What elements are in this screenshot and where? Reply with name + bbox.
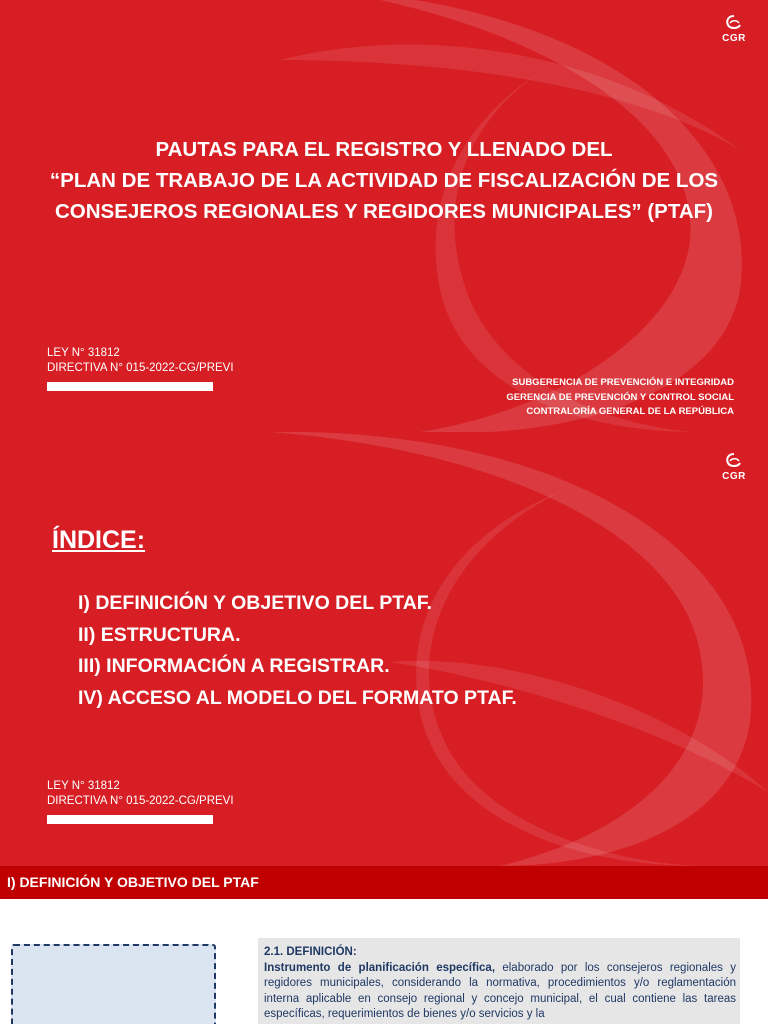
- index-item: II) ESTRUCTURA.: [78, 623, 241, 646]
- law-number: LEY N° 31812: [47, 347, 120, 359]
- directive-number: DIRECTIVA N° 015-2022-CG/PREVI: [47, 795, 234, 807]
- index-item: I) DEFINICIÓN Y OBJETIVO DEL PTAF.: [78, 592, 432, 614]
- cgr-logo: [714, 452, 754, 482]
- logo-text: CGR: [722, 471, 746, 482]
- cover-slide: [0, 0, 768, 432]
- definition-title: 2.1. DEFINICIÓN:: [264, 946, 357, 958]
- organization-block: [506, 376, 734, 420]
- image-placeholder: [11, 944, 216, 1024]
- definition-box: [258, 938, 740, 1024]
- law-block: [47, 346, 234, 376]
- directive-number: DIRECTIVA N° 015-2022-CG/PREVI: [47, 362, 234, 374]
- cgr-emblem-icon: [724, 452, 744, 472]
- index-item: IV) ACCESO AL MODELO DEL FORMATO PTAF.: [78, 686, 517, 709]
- title-line: “PLAN DE TRABAJO DE LA ACTIVIDAD DE FISCALIZACIÓN DE LOS: [49, 169, 719, 192]
- white-bar: [47, 382, 213, 391]
- title-line: PAUTAS PARA EL REGISTRO Y LLENADO DEL: [155, 138, 613, 161]
- law-block: [47, 779, 234, 809]
- index-slide: [0, 432, 768, 866]
- law-number: LEY N° 31812: [47, 780, 120, 792]
- definition-slide: [0, 866, 768, 1024]
- white-bar: [47, 815, 213, 824]
- definition-body: [264, 961, 736, 1023]
- cgr-logo: [714, 14, 754, 44]
- logo-text: CGR: [722, 33, 746, 44]
- index-item: III) INFORMACIÓN A REGISTRAR.: [78, 655, 390, 677]
- definition-lead: Instrumento de planificación específica,: [264, 961, 496, 974]
- section-title: I) DEFINICIÓN Y OBJETIVO DEL PTAF: [7, 874, 259, 890]
- org-line: GERENCIA DE PREVENCIÓN Y CONTROL SOCIAL: [506, 391, 734, 403]
- cover-title: [20, 134, 748, 227]
- org-line: CONTRALORÍA GENERAL DE LA REPÚBLICA: [526, 406, 734, 417]
- title-line: CONSEJEROS REGIONALES Y REGIDORES MUNICIPALES” (PTAF): [55, 200, 713, 223]
- index-list: [78, 588, 517, 714]
- definition-text: elaborado por los consejeros regionales y regidores municipales, considerando la normativa, procedimientos y/o reglamentación interna aplicable en consejo regional y concejo municipal, el cual contiene las tareas específicas, requerimientos de bienes y/o servicios y la: [264, 961, 736, 1020]
- index-heading: ÍNDICE:: [52, 526, 146, 554]
- cgr-emblem-icon: [724, 14, 744, 34]
- org-line: SUBGERENCIA DE PREVENCIÓN E INTEGRIDAD: [512, 377, 734, 388]
